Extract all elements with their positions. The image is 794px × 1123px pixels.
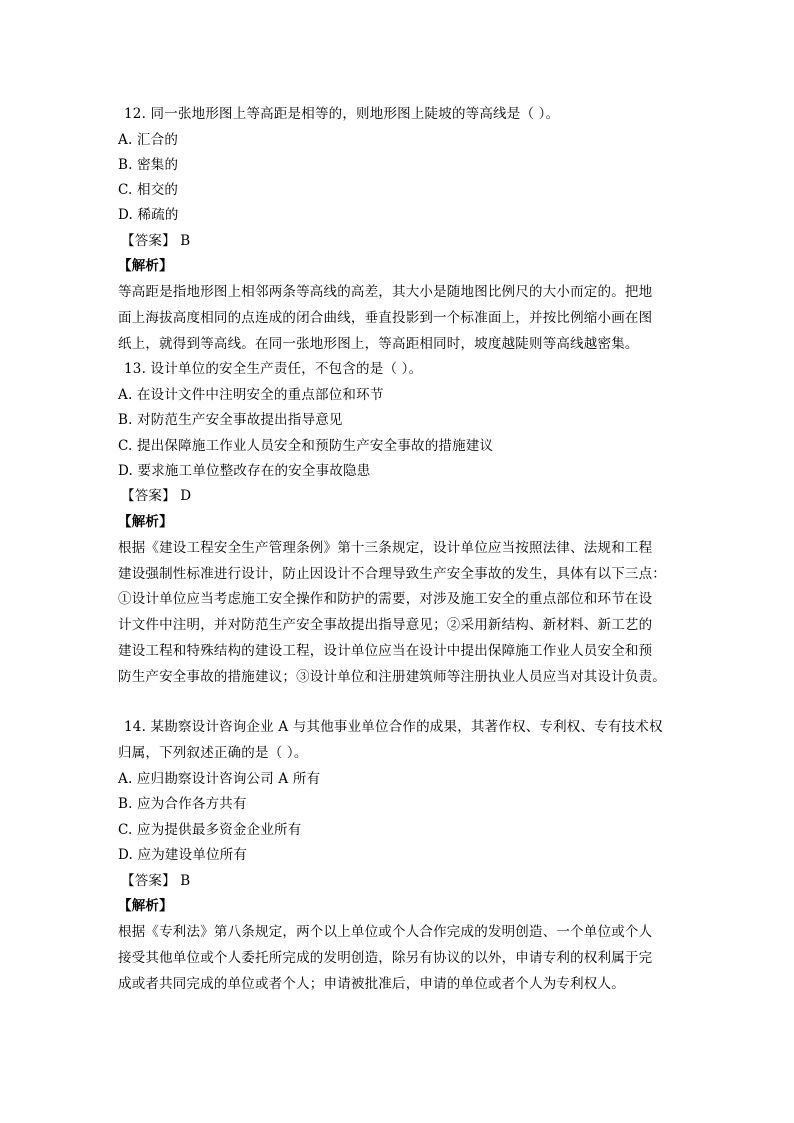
question-14-answer: 【答案】 B [121,873,191,889]
question-12-analysis-line: 等高距是指地形图上相邻两条等高线的高差，其大小是随地图比例尺的大小而定的。把地 [118,284,653,300]
question-14-analysis-line: 接受其他单位或个人委托所完成的发明创造，除另有协议的以外，申请专利的权利属于完 [118,950,653,966]
question-13-analysis-line: ①设计单位应当考虑施工安全操作和防护的需要，对涉及施工安全的重点部位和环节在设 [118,591,653,607]
question-13-option-a: A. 在设计文件中注明安全的重点部位和环节 [118,387,384,403]
question-13-analysis-line: 建设工程和特殊结构的建设工程，设计单位应当在设计中提出保障施工作业人员安全和预 [118,643,653,659]
question-14-analysis-line: 根据《专利法》第八条规定，两个以上单位或个人合作完成的发明创造、一个单位或个人 [118,924,653,940]
question-14-option-b: B. 应为合作各方共有 [118,796,247,812]
question-13-answer: 【答案】 D [121,488,192,504]
question-12-analysis-line: 面上海拔高度相同的点连成的闭合曲线，垂直投影到一个标准面上，并按比例缩小画在图 [118,310,653,326]
question-12-analysis-heading: 【解析】 [118,258,173,274]
question-13-option-b: B. 对防范生产安全事故提出指导意见 [118,412,343,428]
question-12-text: 12. 同一张地形图上等高距是相等的，则地形图上陡坡的等高线是（ ）。 [124,106,560,122]
question-13-analysis-line: 建设强制性标准进行设计，防止因设计不合理导致生产安全事故的发生，具体有以下三点： [118,566,666,582]
question-13-option-c: C. 提出保障施工作业人员安全和预防生产安全事故的措施建议 [118,438,494,454]
question-13-analysis-heading: 【解析】 [118,514,173,530]
question-13-analysis-line: 计文件中注明，并对防范生产安全事故提出指导意见；②采用新结构、新材料、新工艺的 [118,617,653,633]
question-14-option-a: A. 应归勘察设计咨询公司 A 所有 [118,771,321,787]
question-13-text: 13. 设计单位的安全生产责任，不包含的是（ ）。 [124,361,423,377]
question-13-option-d: D. 要求施工单位整改存在的安全事故隐患 [118,463,371,479]
question-13-analysis-line: 防生产安全事故的措施建议；③设计单位和注册建筑师等注册执业人员应当对其设计负责。 [118,669,666,685]
question-12-option-c: C. 相交的 [118,182,179,198]
question-12-option-d: D. 稀疏的 [118,207,179,223]
question-14-analysis-line: 成或者共同完成的单位或者个人；申请被批准后，申请的单位或者个人为专利权人。 [118,976,625,992]
question-12-answer: 【答案】 B [121,233,191,249]
question-12-option-b: B. 密集的 [118,157,179,173]
question-14-text-continued: 归属，下列叙述正确的是（ ）。 [118,745,308,761]
question-14-option-d: D. 应为建设单位所有 [118,847,248,863]
question-12-analysis-line: 纸上，就得到等高线。在同一张地形图上，等高距相同时，坡度越陡则等高线越密集。 [118,336,639,352]
question-14-analysis-heading: 【解析】 [118,898,173,914]
question-14-option-c: C. 应为提供最多资金企业所有 [118,822,302,838]
question-13-analysis-line: 根据《建设工程安全生产管理条例》第十三条规定，设计单位应当按照法律、法规和工程 [118,540,653,556]
question-12-option-a: A. 汇合的 [118,132,179,148]
question-14-text: 14. 某勘察设计咨询企业 A 与其他事业单位合作的成果，其著作权、专利权、专有技术权 [124,719,663,735]
